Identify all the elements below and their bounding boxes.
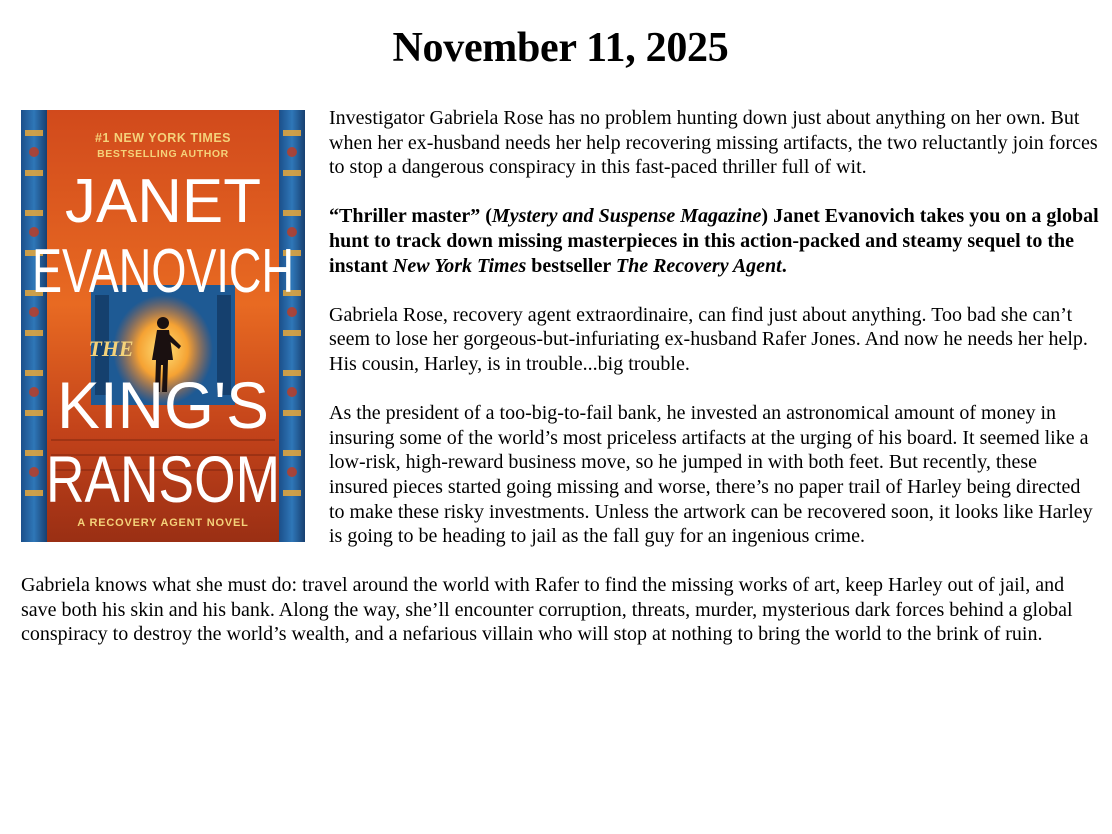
blurb-part-a: “Thriller master” (	[329, 205, 492, 228]
book-cover-art	[21, 110, 305, 542]
cover-author-last: EVANOVICH	[32, 237, 294, 306]
paragraph-gabriela: Gabriela Rose, recovery agent extraordinaire, can find just about anything. Too bad she can’t seem to lose her gorgeous-but-infuriating ex-husband Rafer Jones. And now he needs her help. His cousin, Harley, is in trouble...big trouble.	[329, 303, 1088, 375]
page-title: November 11, 2025	[392, 25, 729, 71]
cover-author-first: JANET	[65, 167, 261, 236]
cover-badge-line2: BESTSELLING AUTHOR	[97, 148, 229, 160]
article-body	[21, 106, 1100, 647]
cover-title-line1: KING'S	[57, 368, 269, 442]
paragraph-mission: Gabriela knows what she must do: travel around the world with Rafer to find the missing works of art, keep Harley out of jail, and save both his skin and his bank. Along the way, she’ll encounter corruption, threats, murder, mysterious dark forces behind a global conspiracy to destroy the world’s wealth, and a nefarious villain who will stop at nothing to bring the world to the brink of ruin.	[21, 574, 1073, 646]
paragraph-bank: As the president of a too-big-to-fail bank, he invested an astronomical amount of money in insuring some of the world’s most priceless artifacts at the urging of his board. It seemed like a low-risk, high-reward business move, so he jumped in with both feet. But recently, these insured pieces started going missing and worse, there’s no paper trail of Harley being directed to make these risky investments. Unless the artwork can be recovered soon, it looks like Harley is going to be heading to jail as the fall guy for an ingenious crime.	[329, 402, 1093, 548]
cover-title-line2: RANSOM	[46, 442, 280, 516]
book-cover-image	[21, 110, 305, 542]
paragraph-intro: Investigator Gabriela Rose has no problem hunting down just about anything on her own. But when her ex-husband needs her help recovering missing artifacts, the two reluctantly join forces to stop a dangerous conspiracy in this fast-paced thriller full of wit.	[329, 107, 1098, 179]
blurb-nyt-title: New York Times	[392, 254, 527, 277]
blurb-bold-text	[329, 205, 1099, 276]
blurb-book-title: The Recovery Agent	[615, 254, 782, 277]
blurb-magazine-title: Mystery and Suspense Magazine	[491, 205, 762, 228]
blurb-part-e: bestseller	[526, 254, 616, 277]
blurb-part-c: ) Janet Evanovich takes you on a global hunt to track down missing masterpieces in this action-packed and steamy sequel to the instant	[329, 205, 1099, 277]
cover-title-the: THE	[88, 336, 134, 361]
cover-badge-line1: #1 NEW YORK TIMES	[94, 131, 232, 145]
blurb-part-g: .	[781, 254, 787, 277]
cover-series: A RECOVERY AGENT NOVEL	[77, 517, 249, 529]
